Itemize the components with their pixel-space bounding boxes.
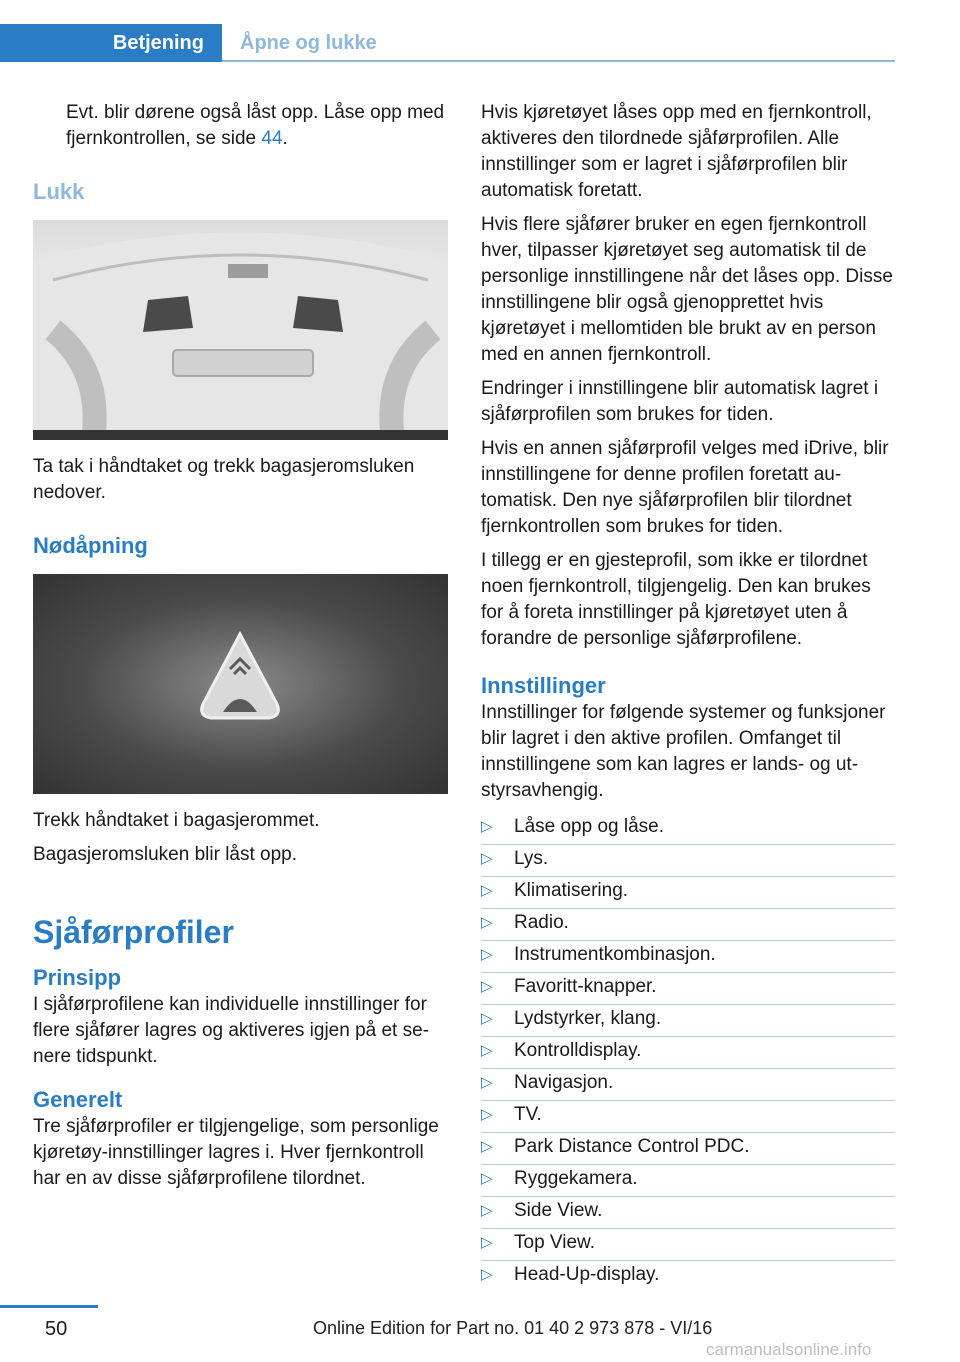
nodapning-text-2: Bagasjeromsluken blir låst opp. [33, 844, 298, 865]
intro-end: . [282, 128, 288, 149]
list-item: ▷ Favoritt-knapper. [481, 974, 895, 1006]
list-item: ▷ Kontrolldisplay. [481, 1038, 895, 1070]
edition-text: Online Edition for Part no. 01 40 2 973 878 - VI/16 [313, 1318, 713, 1338]
triangle-bullet-icon: ▷ [481, 1138, 493, 1155]
page-header [0, 0, 895, 62]
triangle-bullet-icon: ▷ [481, 914, 493, 931]
prinsipp-text: I sjåførprofilene kan individuelle innstillinger for flere sjåfører lagres og aktiveres igjen på et senere tidspunkt. [33, 994, 430, 1067]
list-item: ▷ Låse opp og låse. [481, 814, 895, 846]
section-tab-betjening[interactable]: Betjening [0, 24, 222, 62]
triangle-bullet-icon: ▷ [481, 1010, 493, 1027]
profile-paragraph-4: Hvis en annen sjåførprofil velges med iDrive, blir innstillingene for denne profilen foretatt automatisk. Den nye sjåførprofilen blir tilordnet fjernkontrollen som brukes for tiden. [481, 438, 889, 537]
profile-paragraph-2: Hvis flere sjåfører bruker en egen fjernkontroll hver, tilpasser kjøretøyet seg automatisk til de personlige innstillingene når det låses opp. Disse innstillingene blir også gjenopprettet hvis kjøretøyet i mellomtiden ble brukt av en person med en annen fjernkontroll. [481, 214, 893, 365]
list-item: ▷ Ryggekamera. [481, 1166, 895, 1198]
triangle-bullet-icon: ▷ [481, 978, 493, 995]
page-number: 50 [45, 1318, 68, 1340]
triangle-bullet-icon: ▷ [481, 1170, 493, 1187]
triangle-bullet-icon: ▷ [481, 1234, 493, 1251]
list-item: ▷ Lys. [481, 846, 895, 878]
list-item: ▷ Park Distance Control PDC. [481, 1134, 895, 1166]
innstillinger-heading: Innstillinger [481, 673, 606, 698]
list-item: ▷ Klimatisering. [481, 878, 895, 910]
triangle-bullet-icon: ▷ [481, 818, 493, 835]
profile-paragraph-5: I tillegg er en gjesteprofil, som ikke er tilordnet noen fjernkontroll, tilgjengelig. Den kan brukes for å foreta innstillinger på kjøretøyet uten å forandre de personlige sjåførprofilene. [481, 550, 871, 649]
generelt-text: Tre sjåførprofiler er tilgjengelige, som personlige kjøretøy-innstillinger lagres i. Hver fjernkontroll har en av disse sjåførprofilene tilordnet. [33, 1116, 439, 1189]
list-item: ▷ Lydstyrker, klang. [481, 1006, 895, 1038]
list-item: ▷ TV. [481, 1102, 895, 1134]
settings-list [481, 814, 895, 1294]
intro-text: Evt. blir dørene også låst opp. Låse opp med fjernkontrollen, se side [66, 102, 445, 149]
profile-paragraph-3: Endringer i innstillingene blir automatisk lagret i sjåførprofilen som brukes for tiden. [481, 378, 879, 425]
emergency-handle-illustration [33, 574, 448, 794]
generelt-heading: Generelt [33, 1087, 123, 1112]
trunk-lid-illustration [33, 220, 448, 440]
lukk-heading: Lukk [33, 179, 85, 204]
triangle-bullet-icon: ▷ [481, 946, 493, 963]
triangle-bullet-icon: ▷ [481, 1202, 493, 1219]
prinsipp-heading: Prinsipp [33, 965, 122, 990]
triangle-bullet-icon: ▷ [481, 1042, 493, 1059]
right-column [481, 100, 895, 1294]
sjaforprofiler-heading: Sjåførprofiler [33, 914, 234, 950]
left-column [33, 100, 448, 1200]
list-item: ▷ Navigasjon. [481, 1070, 895, 1102]
triangle-bullet-icon: ▷ [481, 1266, 493, 1283]
page-link-44[interactable]: 44 [261, 128, 283, 149]
triangle-bullet-icon: ▷ [481, 850, 493, 867]
list-item: ▷ Radio. [481, 910, 895, 942]
footer-rule [0, 1305, 98, 1308]
innstillinger-text: Innstillinger for følgende systemer og funksjoner blir lagret i den aktive profilen. Omfanget til innstillingene som kan lagres er lands- og utstyrsavhengig. [481, 702, 886, 801]
list-item: ▷ Top View. [481, 1230, 895, 1262]
intro-paragraph [33, 100, 448, 152]
list-item: ▷ Instrumentkombinasjon. [481, 942, 895, 974]
list-item: ▷ Side View. [481, 1198, 895, 1230]
list-item: ▷ Head-Up-display. [481, 1262, 895, 1294]
triangle-bullet-icon: ▷ [481, 1074, 493, 1091]
triangle-bullet-icon: ▷ [481, 882, 493, 899]
trunk-lid-photo [33, 220, 448, 440]
lukk-text: Ta tak i håndtaket og trekk bagasjeromsluken nedover. [33, 456, 415, 503]
nodapning-text-1: Trekk håndtaket i bagasjerommet. [33, 810, 320, 831]
nodapning-heading: Nødåpning [33, 533, 148, 558]
triangle-bullet-icon: ▷ [481, 1106, 493, 1123]
profile-paragraph-1: Hvis kjøretøyet låses opp med en fjernkontroll, aktiveres den tilordnede sjåførprofilen. Alle innstillinger som er lagret i sjåførprofilen blir automatisk foretatt. [481, 102, 872, 201]
watermark-text: carmanualsonline.info [706, 1340, 872, 1359]
header-rule [222, 60, 895, 62]
emergency-handle-photo [33, 574, 448, 794]
section-tab-apne-og-lukke[interactable]: Åpne og lukke [240, 31, 377, 54]
